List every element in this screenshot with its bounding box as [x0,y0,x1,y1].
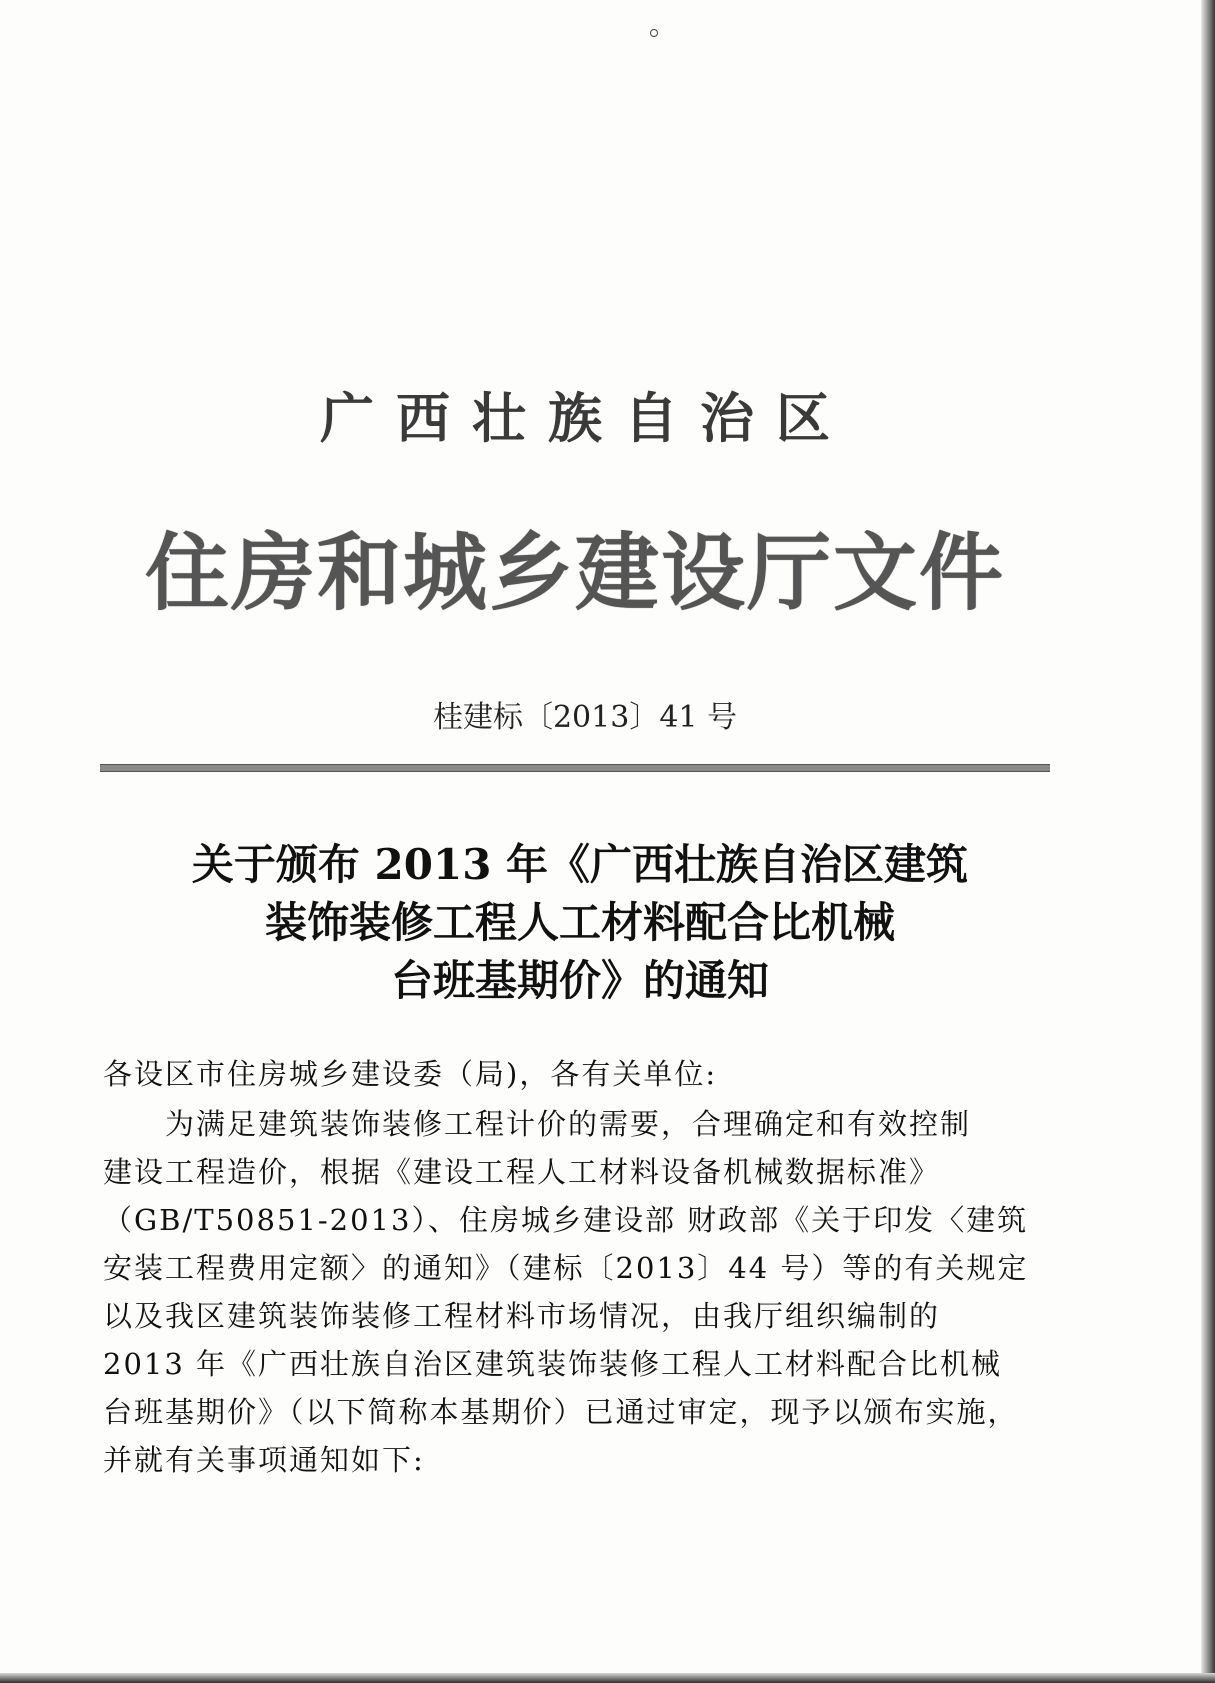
body-paragraph [103,1100,1063,1484]
title-line: 关于颁布 2013 年《广西壮族自治区建筑 [191,840,969,889]
body-line: （GB/T50851-2013）、住房城乡建设部 财政部《关于印发〈建筑 [103,1203,1029,1237]
body-line: 并就有关事项通知如下: [103,1443,425,1477]
body-line: 以及我区建筑装饰装修工程材料市场情况，由我厅组织编制的 [103,1299,941,1333]
issuer-department: 住房和城乡建设厅文件 [144,524,1005,622]
document-number: 桂建标〔2013〕41 号 [432,700,738,735]
body-line: 台班基期价》（以下简称本基期价）已通过审定，现予以颁布实施， [103,1395,1019,1429]
body-line: 安装工程费用定额〉的通知》（建标〔2013〕44 号）等的有关规定 [103,1251,1029,1285]
document-title [140,836,1020,1010]
body-line: 2013 年《广西壮族自治区建筑装饰装修工程人工材料配合比机械 [103,1347,1003,1381]
title-line: 台班基期价》的通知 [390,956,769,1005]
body-line: 建设工程造价，根据《建设工程人工材料设备机械数据标准》 [103,1155,941,1189]
body-line: 为满足建筑装饰装修工程计价的需要，合理确定和有效控制 [103,1107,972,1141]
scan-edge-bottom [0,1673,1215,1683]
issuer-region: 广西壮族自治区 [320,386,852,450]
header-divider [100,764,1050,772]
scan-edge-right [1201,0,1215,1683]
title-line: 装饰装修工程人工材料配合比机械 [264,898,895,947]
addressee-line: 各设区市住房城乡建设委（局)，各有关单位: [103,1057,718,1091]
punch-hole-mark [650,29,658,37]
